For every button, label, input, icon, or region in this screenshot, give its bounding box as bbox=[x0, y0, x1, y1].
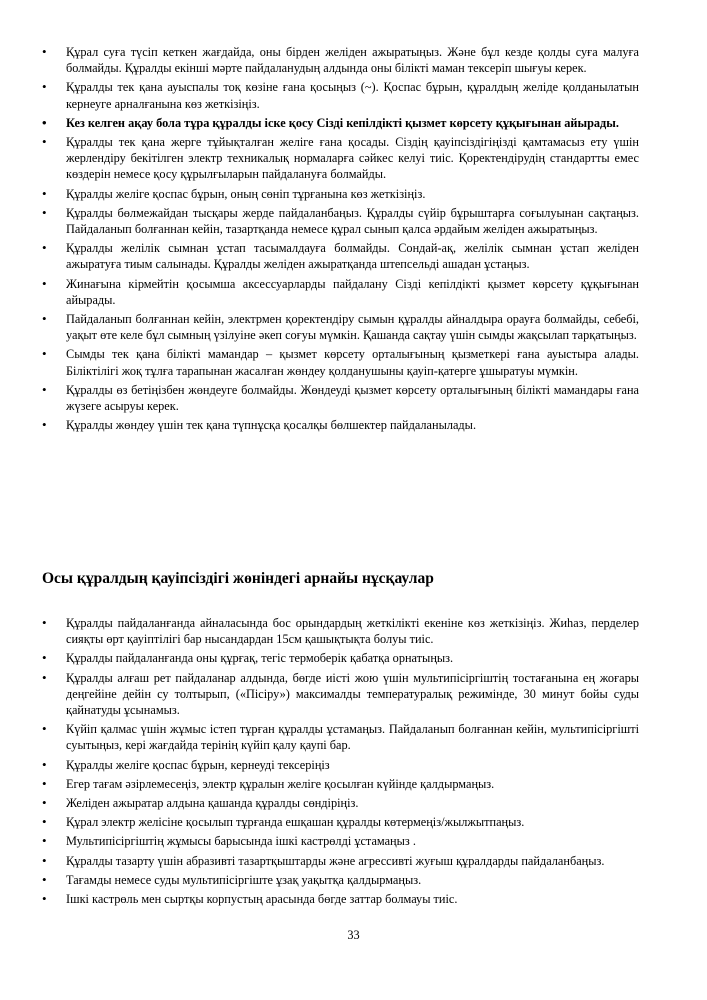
section-heading: Осы құралдың қауіпсіздігі жөніндегі арнайы нұсқаулар bbox=[42, 570, 434, 587]
list-item: • Ішкі кастрөль мен сыртқы корпустың арасында бөгде заттар болмауы тиіс. bbox=[64, 891, 639, 907]
list-item: • Құралды желілік сымнан ұстап тасымалдауға болмайды. Сондай-ақ, желілік сымнан ұстап желіден ажыратуға тиым салынады. Құралды желіден ажыратқанда штепсельді ашадан ұстаңыз. bbox=[64, 240, 639, 272]
list-item: • Құрал электр желісіне қосылып тұрғанда ешқашан құралды көтермеңіз/жылжытпаңыз. bbox=[64, 814, 639, 830]
list-item: • Тағамды немесе суды мультипісіргіште ұзақ уақытқа қалдырмаңыз. bbox=[64, 872, 639, 888]
list-item: • Желіден ажыратар алдына қашанда құралды сөндіріңіз. bbox=[64, 795, 639, 811]
list-item: • Құралды пайдаланғанда оны құрғақ, тегіс термоберік қабатқа орнатыңыз. bbox=[64, 650, 639, 666]
list-item: • Құралды өз бетіңізбен жөндеуге болмайды. Жөндеуді қызмет көрсету орталығының білікті мамандары ғана жүзеге асыруы керек. bbox=[64, 382, 639, 414]
list-item: • Мультипісіргіштің жұмысы барысында ішкі кастрөлді ұстамаңыз . bbox=[64, 833, 639, 849]
list-item: • Құралды желіге қоспас бұрын, кернеуді тексеріңіз bbox=[64, 757, 639, 773]
list-item: • Жинағына кірмейтін қосымша аксессуарларды пайдалану Сізді кепілдікті қызмет көрсету құқығынан айырады. bbox=[64, 276, 639, 308]
list-item: • Құралды желіге қоспас бұрын, оның сөніп тұрғанына көз жеткізіңіз. bbox=[64, 186, 639, 202]
list-item: • Құралды алғаш рет пайдаланар алдында, бөгде иісті жою үшін мультипісіргіштің тостағанына ең жоғары деңгейіне дейін су толтырып, («Пісіру») максималды температуралық режимінде, 30 минут бойы суды қайнатуды ұсынамыз. bbox=[64, 670, 639, 719]
list-item: • Егер тағам әзірлемесеңіз, электр құралын желіге қосылған күйінде қалдырмаңыз. bbox=[64, 776, 639, 792]
list-item: • Пайдаланып болғаннан кейін, электрмен қоректендіру сымын құралды айналдыра орауға болмайды, себебі, уақыт өте келе бұл сымның үзілуіне әкеп соғуы мүмкін. Қашанда сақтау үшін сымды жақсылап тарқатыңыз. bbox=[64, 311, 639, 343]
list-item: • Құралды тек қана ауыспалы тоқ көзіне ғана қосыңыз (~). Қоспас бұрын, құралдың желіде қолданылатын кернеуге арналғанына көз жеткізіңіз. bbox=[64, 79, 639, 111]
list-item: • Күйіп қалмас үшін жұмыс істеп тұрған құралды ұстамаңыз. Пайдаланып болғаннан кейін, мультипісіргішті суытыңыз, кері жағдайда терінің күйіп қалу қаупі бар. bbox=[64, 721, 639, 753]
page-number: 33 bbox=[347, 928, 360, 942]
list-item: • Құралды бөлмежайдан тысқары жерде пайдаланбаңыз. Құралды сүйір бұрыштарға соғылуынан сақтаңыз. Пайдаланып болғаннан кейін, тазартқанда немесе құрал сынып қалса әрдайым желіден ажыратыңыз. bbox=[64, 205, 639, 237]
list-item: • Құралды тазарту үшін абразивті тазартқыштарды және агрессивті жуғыш құралдарды пайдаланбаңыз. bbox=[64, 853, 639, 869]
list-item: • Кез келген ақау бола тұра құралды іске қосу Сізді кепілдікті қызмет көрсету құқығынан айырады. bbox=[64, 115, 639, 131]
list-item: • Құрал суға түсіп кеткен жағдайда, оны бірден желіден ажыратыңыз. Және бұл кезде қолды суға малуға болмайды. Құралды екінші мәрте пайдаланудың алдында оны білікті маман тексеріп шығуы керек. bbox=[64, 44, 639, 76]
special-instructions-list bbox=[64, 615, 639, 910]
list-item: • Құралды пайдаланғанда айналасында бос орындардың жеткілікті екеніне көз жеткізіңіз. Жиһаз, перделер сияқты өрт қауіптілігі бар нысандардан 15см қашықтықта болуы тиіс. bbox=[64, 615, 639, 647]
list-item: • Құралды жөндеу үшін тек қана түпнұсқа қосалқы бөлшектер пайдаланылады. bbox=[64, 417, 639, 433]
list-item: • Құралды тек қана жерге тұйықталған желіге ғана қосады. Сіздің қауіпсіздігіңізді қамтамасыз ету үшін жерлендіру бекітілген электр техникалық нормаларға сәйкес келуі тиіс. Қоректендірудің стандартты емес көздерін немесе қосу құрылғыларын пайдалануға болмайды. bbox=[64, 134, 639, 183]
list-item: • Сымды тек қана білікті мамандар – қызмет көрсету орталығының қызметкері ғана ауыстыра алады. Біліктілігі жоқ тұлға тарапынан жасалған жөндеу қолданушыны қауіп-қатерге ұшыратуы мүмкін. bbox=[64, 346, 639, 378]
safety-instructions-list bbox=[64, 44, 639, 436]
